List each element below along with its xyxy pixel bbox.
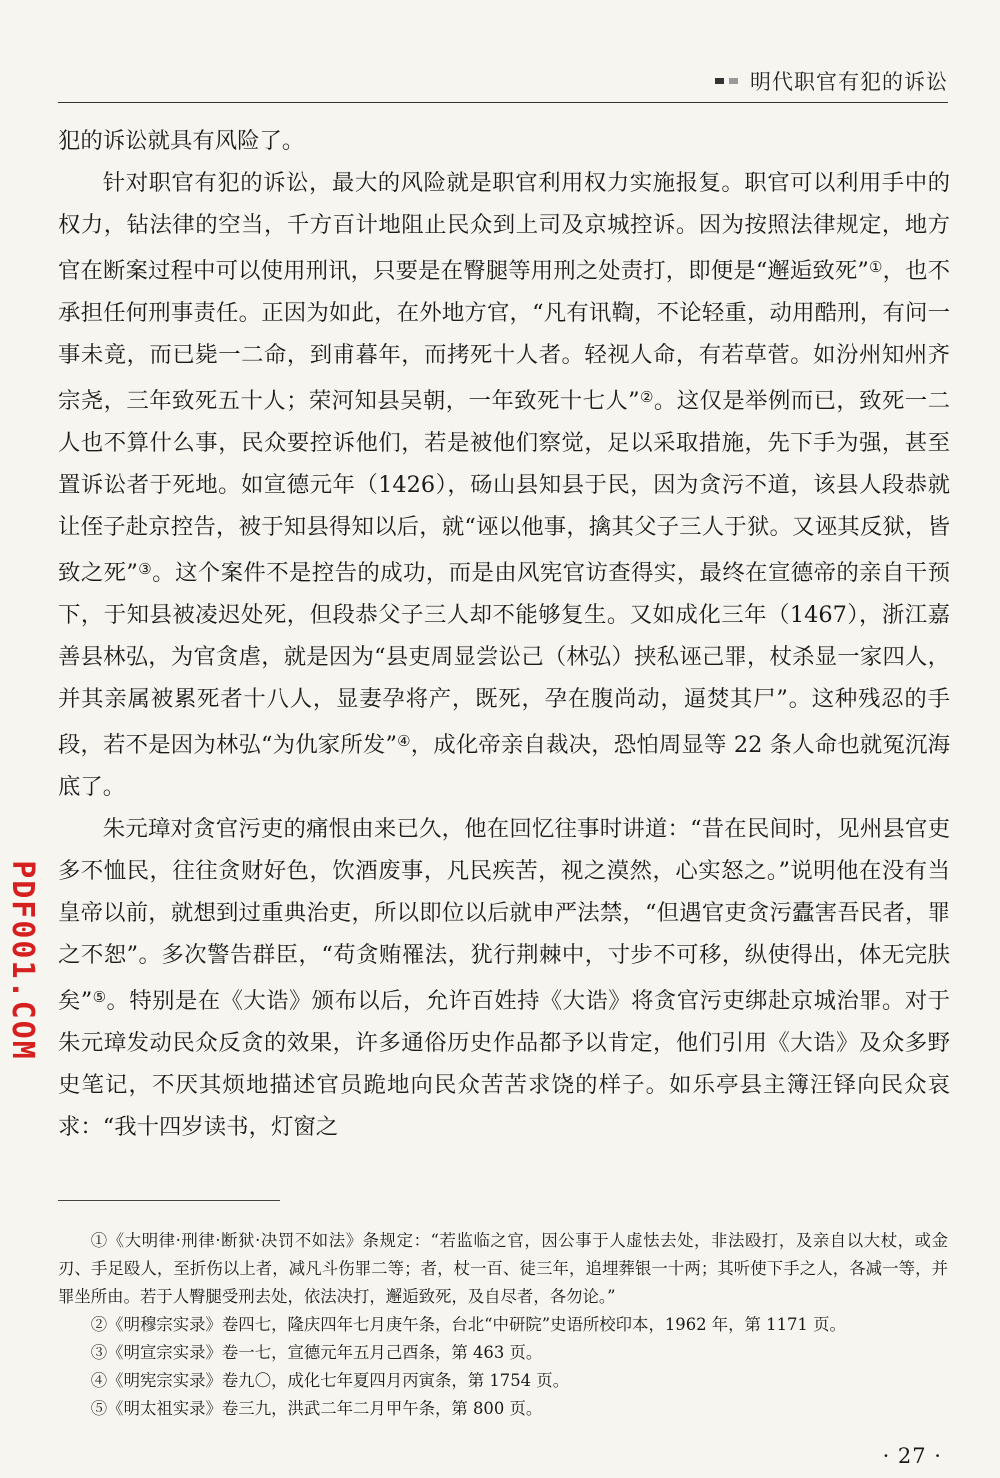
page-number: · 27 · [882, 1444, 942, 1468]
watermark-text: PDF001.COM [4, 860, 40, 1061]
footnote-marker-4[interactable]: ④ [396, 732, 411, 750]
paragraph-2-part-e: ，成化帝亲自裁决，恐怕周显等 22 条人命也就冤沉海底了。 [58, 732, 950, 800]
header-title: 明代职官有犯的诉讼 [750, 70, 948, 94]
paragraph-2-part-b: ，也不承担任何刑事责任。正因为如此，在外地方官，“凡有讯鞫，不论轻重，动用酷刑，有问一事未竟，而已毙一二命，到甫暮年，而拷死十人者。轻视人命，有若草菅。如汾州知州齐宗尧，三年致死五十人；荣河知县吴朝，一年致死十七人” [58, 258, 950, 414]
footnote-5: ⑤《明太祖实录》卷三九，洪武二年二月甲午条，第 800 页。 [90, 1399, 543, 1418]
paragraph-2-part-c: 。这仅是举例而已，致死一二人也不算什么事，民众要控诉他们，若是被他们察觉，足以采取措施，先下手为强，甚至置诉讼者于死地。如宣德元年（1426），砀山县知县于民，因为贪污不道，该县人段恭就让侄子赴京控告，被于知县得知以后，就“诬以他事，擒其父子三人于狱。又诬其反狱，皆致之死” [58, 388, 951, 586]
header-mark-dark [715, 78, 724, 84]
running-header [58, 58, 948, 103]
main-text [58, 120, 950, 1148]
paragraph-1: 犯的诉讼就具有风险了。 [58, 128, 305, 154]
paragraph-3-part-a: 朱元璋对贪官污吏的痛恨由来已久，他在回忆往事时讲道：“昔在民间时，见州县官吏多不恤民，往往贪财好色，饮酒废事，凡民疾苦，视之漠然，心实怒之。”说明他在没有当皇帝以前，就想到过重典治吏，所以即位以后就申严法禁，“但遇官吏贪污蠹害吾民者，罪之不恕”。多次警告群臣，“苟贪贿罹法，犹行荆棘中，寸步不可移，纵使得出，体无完肤矣” [58, 816, 950, 1014]
paragraph-2 [58, 162, 950, 808]
footnote-marker-3[interactable]: ③ [137, 560, 153, 578]
footnote-marker-1[interactable]: ① [868, 258, 883, 276]
footnote-4: ④《明宪宗实录》卷九〇，成化七年夏四月丙寅条，第 1754 页。 [90, 1371, 570, 1390]
footnotes [58, 1227, 948, 1423]
footnote-marker-2[interactable]: ② [639, 388, 654, 406]
footnote-2: ②《明穆宗实录》卷四七，隆庆四年七月庚午条，台北“中研院”史语所校印本，1962 年，第 1171 页。 [90, 1315, 846, 1334]
paragraph-2-part-a: 针对职官有犯的诉讼，最大的风险就是职官利用权力实施报复。职官可以利用手中的权力，钻法律的空当，千方百计地阻止民众到上司及京城控诉。因为按照法律规定，地方官在断案过程中可以使用刑讯，只要是在臀腿等用刑之处责打，即便是“邂逅致死” [58, 170, 950, 284]
watermark [2, 848, 42, 1073]
paragraph-2-part-d: 。这个案件不是控告的成功，而是由风宪官访查得实，最终在宣德帝的亲自干预下，于知县被凌迟处死，但段恭父子三人却不能够复生。又如成化三年（1467），浙江嘉善县林弘，为官贪虐，就是因为“县吏周显尝讼己（林弘）挟私诬己罪，杖杀显一家四人，并其亲属被累死者十八人，显妻孕将产，既死，孕在腹尚动，逼焚其尸”。这种残忍的手段，若不是因为林弘“为仇家所发” [58, 560, 950, 758]
paragraph-3-part-b: 。特别是在《大诰》颁布以后，允许百姓持《大诰》将贪官污吏绑赴京城治罪。对于朱元璋发动民众反贪的效果，许多通俗历史作品都予以肯定，他们引用《大诰》及众多野史笔记，不厌其烦地描述官员跪地向民众苦苦求饶的样子。如乐亭县主簿汪铎向民众哀求：“我十四岁读书，灯窗之 [58, 988, 950, 1140]
header-mark-light [729, 78, 738, 84]
footnote-3: ③《明宣宗实录》卷一七，宣德元年五月己酉条，第 463 页。 [90, 1343, 543, 1362]
paragraph-3 [58, 808, 950, 1148]
footnote-marker-5[interactable]: ⑤ [92, 988, 107, 1006]
header-decoration-icon [715, 78, 738, 84]
footnote-divider [58, 1200, 280, 1201]
footnote-1: ①《大明律·刑律·断狱·决罚不如法》条规定：“若监临之官，因公事于人虚怯去处，非法殴打，及亲自以大杖，或金刃、手足殴人，至折伤以上者，减凡斗伤罪二等；者，杖一百、徒三年，追埋葬银一十两；其听使下手之人，各减一等，并罪坐所由。若于人臀腿受刑去处，依法决打，邂逅致死，及自尽者，各勿论。” [58, 1231, 948, 1306]
